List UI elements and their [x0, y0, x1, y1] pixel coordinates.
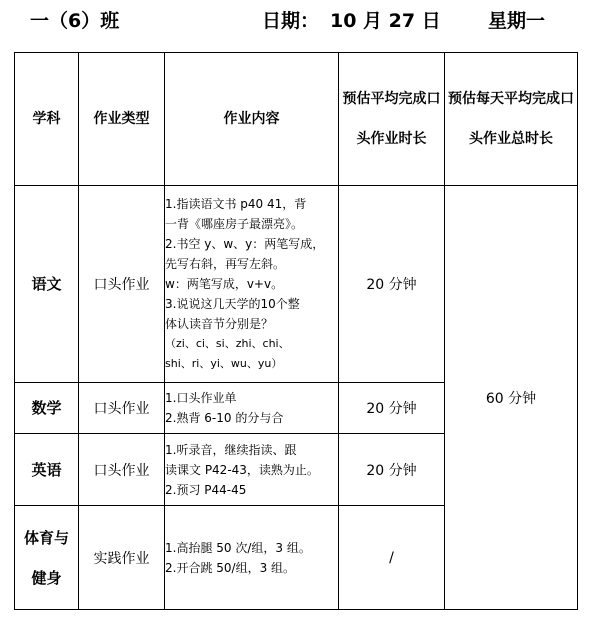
subject-line: 健身	[31, 568, 62, 587]
type-cell: 口头作业	[79, 186, 165, 383]
content-line: shi、ri、yi、wu、yu）	[165, 357, 283, 370]
content-line: 先写右斜，再写左斜。	[165, 257, 286, 271]
content-line: 2.预习 P44-45	[165, 482, 247, 497]
header-type: 作业类型	[79, 53, 165, 186]
content-line: 2.熟背 6-10 的分与合	[165, 411, 284, 425]
subject-cell	[15, 506, 79, 610]
duration-cell: 20 分钟	[339, 383, 445, 434]
content-line: 1.高抬腿 50 次/组，3 组。	[165, 540, 311, 555]
content-line: 1.口头作业单	[165, 391, 237, 405]
content-line: 2.书空 y、w、y：两笔写成，	[165, 237, 325, 251]
class-name: 一（6）班	[30, 10, 120, 32]
content-cell	[165, 434, 339, 506]
content-line: w：两笔写成，v+v。	[165, 277, 284, 291]
subject-line: 体育与	[23, 528, 69, 547]
header-duration: 预估平均完成口头作业时长	[339, 53, 445, 186]
content-line: （zi、ci、si、zhi、chi、	[165, 337, 290, 350]
homework-table	[14, 52, 578, 610]
weekday: 星期一	[488, 10, 546, 32]
content-line: 读课文 P42-43，读熟为止。	[165, 462, 319, 477]
subject-cell: 英语	[15, 434, 79, 506]
content-cell	[165, 383, 339, 434]
content-line: 一背《哪座房子最漂亮》。	[165, 217, 304, 231]
type-cell: 实践作业	[79, 506, 165, 610]
content-line: 体认读音节分别是？	[165, 317, 274, 331]
type-cell: 口头作业	[79, 383, 165, 434]
header-content: 作业内容	[165, 53, 339, 186]
table-row-chinese	[15, 186, 578, 383]
duration-cell: /	[339, 506, 445, 610]
date-value: 10 月 27 日	[330, 10, 441, 32]
content-line: 1.指读语文书 p40 41，背	[165, 197, 307, 211]
content-cell	[165, 506, 339, 610]
header-total: 预估每天平均完成口头作业总时长	[445, 53, 578, 186]
content-line: 3.说说这几天学的10个整	[165, 297, 300, 311]
type-cell: 口头作业	[79, 434, 165, 506]
table-header-row	[15, 53, 578, 186]
content-cell	[165, 186, 339, 383]
header-subject: 学科	[15, 53, 79, 186]
content-line: 2.开合跳 50/组，3 组。	[165, 560, 296, 575]
duration-cell: 20 分钟	[339, 186, 445, 383]
subject-cell: 语文	[15, 186, 79, 383]
page-header	[0, 6, 590, 36]
subject-cell: 数学	[15, 383, 79, 434]
content-line: 1.听录音，继续指读、跟	[165, 442, 297, 457]
date-label: 日期：	[262, 10, 320, 32]
total-duration-cell: 60 分钟	[445, 186, 578, 610]
duration-cell: 20 分钟	[339, 434, 445, 506]
